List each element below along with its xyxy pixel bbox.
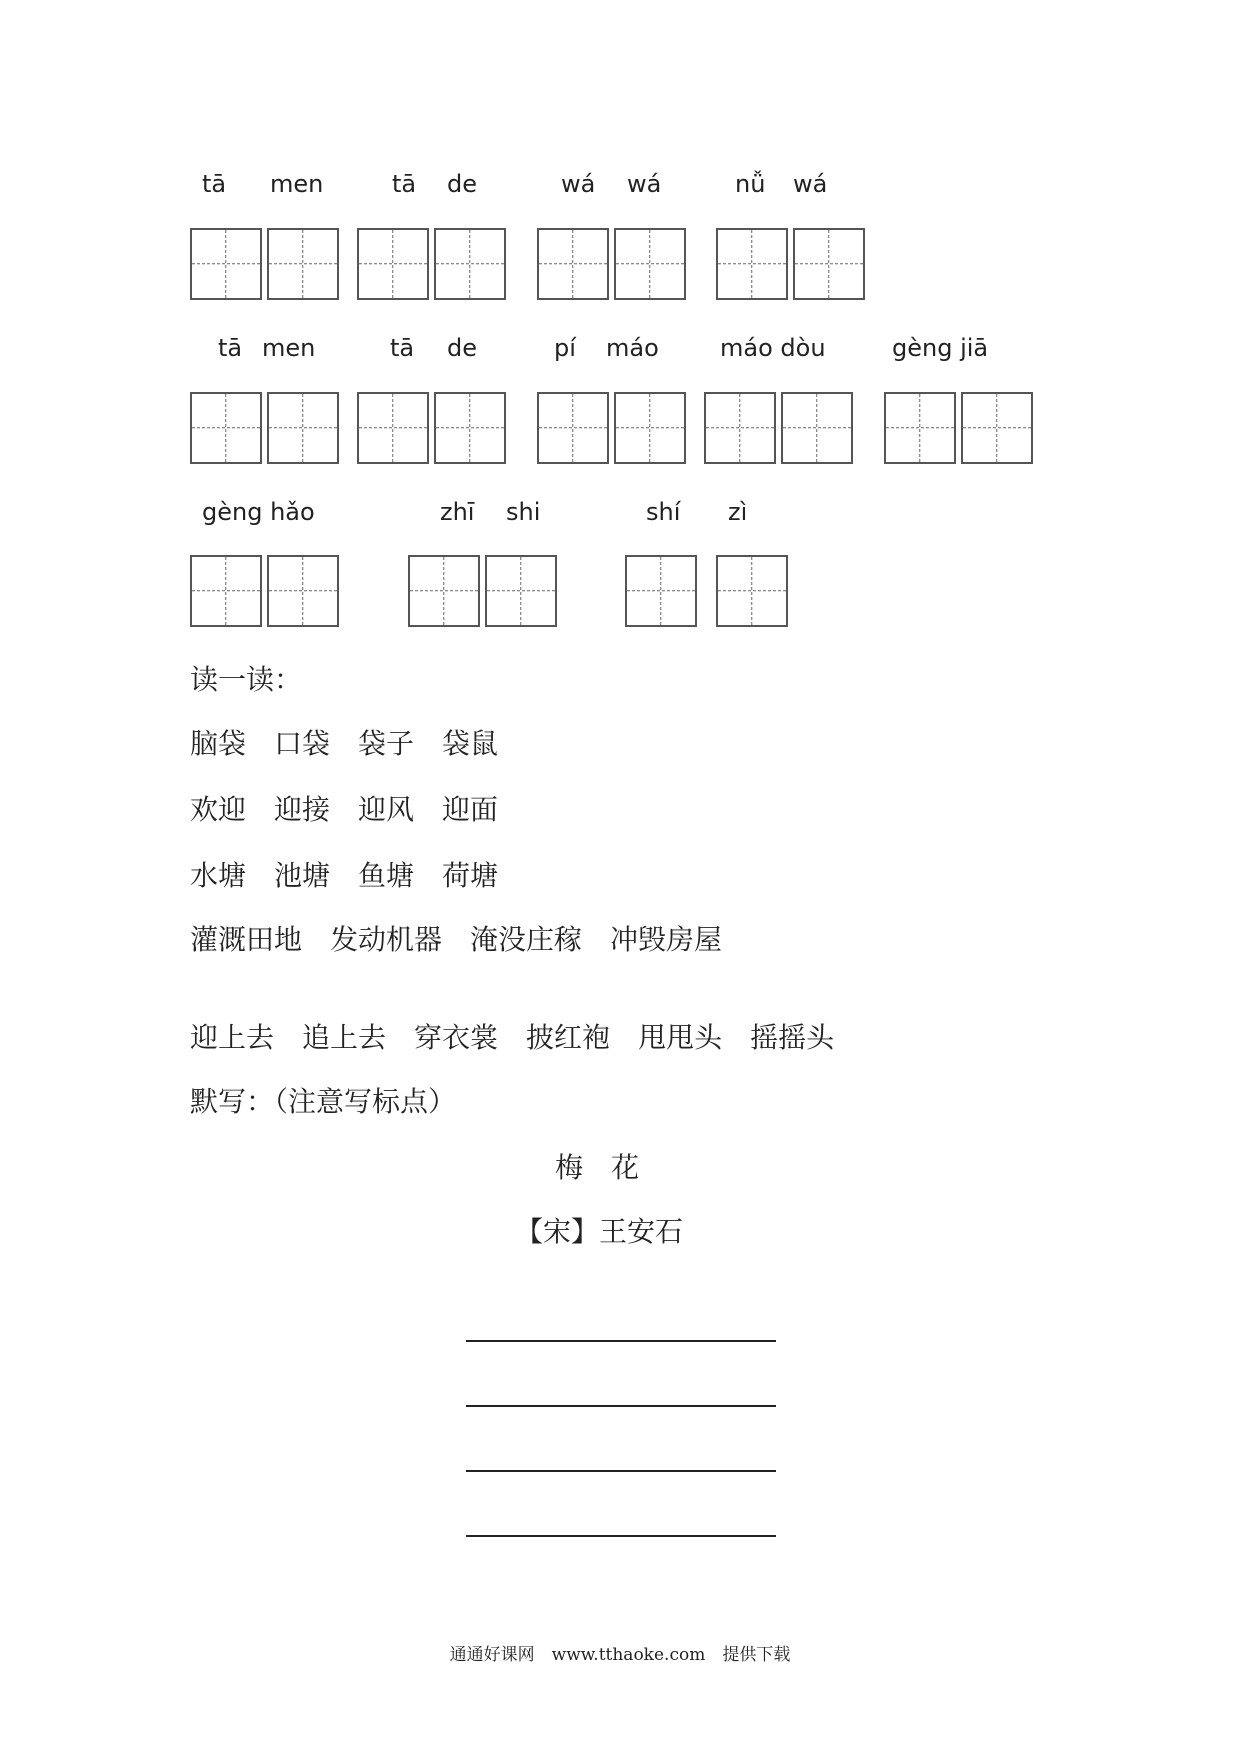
answer-line[interactable] — [466, 1535, 776, 1537]
writing-cell[interactable] — [704, 392, 776, 464]
pinyin-label: zhī — [440, 498, 475, 526]
pinyin-label: pí — [554, 334, 576, 362]
pinyin-label: de — [447, 170, 477, 198]
poem-author: 【宋】王安石 — [515, 1215, 684, 1248]
writing-cell[interactable] — [267, 228, 339, 300]
pinyin-label: nǚ — [735, 170, 766, 198]
pinyin-label: zì — [728, 498, 748, 526]
word: 灌溉田地 — [190, 923, 303, 956]
word: 冲毁房屋 — [610, 923, 723, 956]
writing-cell[interactable] — [537, 392, 609, 464]
pinyin-label: wá — [561, 170, 596, 198]
word: 甩甩头 — [638, 1021, 723, 1054]
word: 迎风 — [358, 793, 415, 826]
word: 袋鼠 — [442, 727, 499, 760]
pinyin-label: tā — [390, 334, 415, 362]
word: 荷塘 — [442, 859, 499, 892]
pinyin-label: tā — [218, 334, 243, 362]
writing-cell[interactable] — [884, 392, 956, 464]
word-row — [190, 788, 526, 828]
writing-cell[interactable] — [485, 555, 557, 627]
writing-cell[interactable] — [961, 392, 1033, 464]
writing-cell[interactable] — [357, 392, 429, 464]
word: 迎面 — [442, 793, 499, 826]
pinyin-label: tā — [202, 170, 227, 198]
pinyin-label: wá — [793, 170, 828, 198]
word-row — [190, 918, 750, 958]
word: 水塘 — [190, 859, 247, 892]
writing-cell[interactable] — [716, 228, 788, 300]
word: 脑袋 — [190, 727, 247, 760]
writing-cell[interactable] — [793, 228, 865, 300]
writing-cell[interactable] — [190, 392, 262, 464]
word: 穿衣裳 — [414, 1021, 499, 1054]
writing-cell[interactable] — [434, 228, 506, 300]
word: 袋子 — [358, 727, 415, 760]
pinyin-label: wá — [627, 170, 662, 198]
pinyin-label: men — [270, 170, 324, 198]
writing-cell[interactable] — [781, 392, 853, 464]
writing-cell[interactable] — [357, 228, 429, 300]
pinyin-label: de — [447, 334, 477, 362]
word-row — [190, 854, 526, 894]
writing-cell[interactable] — [614, 228, 686, 300]
word: 淹没庄稼 — [470, 923, 583, 956]
word: 鱼塘 — [358, 859, 415, 892]
word: 迎上去 — [190, 1021, 275, 1054]
read-heading: 读一读： — [190, 663, 303, 696]
pinyin-label: máo — [606, 334, 659, 362]
pinyin-label: gèng hǎo — [202, 498, 315, 526]
writing-cell[interactable] — [190, 228, 262, 300]
pinyin-label: gèng jiā — [892, 334, 989, 362]
writing-cell[interactable] — [537, 228, 609, 300]
word: 口袋 — [274, 727, 331, 760]
answer-line[interactable] — [466, 1405, 776, 1407]
word-row — [190, 1016, 862, 1056]
writing-cell[interactable] — [267, 555, 339, 627]
writing-cell[interactable] — [267, 392, 339, 464]
pinyin-label: men — [262, 334, 316, 362]
dictation-heading: 默写：（注意写标点） — [190, 1085, 457, 1118]
word: 发动机器 — [330, 923, 443, 956]
word: 欢迎 — [190, 793, 247, 826]
word: 披红袍 — [526, 1021, 611, 1054]
pinyin-label: máo dòu — [720, 334, 826, 362]
pinyin-label: shí — [646, 498, 681, 526]
writing-cell[interactable] — [614, 392, 686, 464]
footer-credit: 通通好课网 www.tthaoke.com 提供下载 — [449, 1645, 791, 1665]
writing-cell[interactable] — [408, 555, 480, 627]
word: 追上去 — [302, 1021, 387, 1054]
answer-line[interactable] — [466, 1470, 776, 1472]
writing-cell[interactable] — [434, 392, 506, 464]
answer-line[interactable] — [466, 1340, 776, 1342]
word-row — [190, 722, 526, 762]
pinyin-label: shi — [506, 498, 541, 526]
word: 迎接 — [274, 793, 331, 826]
word: 摇摇头 — [750, 1021, 835, 1054]
pinyin-label: tā — [392, 170, 417, 198]
writing-cell[interactable] — [716, 555, 788, 627]
writing-cell[interactable] — [625, 555, 697, 627]
word: 池塘 — [274, 859, 331, 892]
poem-title: 梅 花 — [555, 1151, 640, 1184]
writing-cell[interactable] — [190, 555, 262, 627]
